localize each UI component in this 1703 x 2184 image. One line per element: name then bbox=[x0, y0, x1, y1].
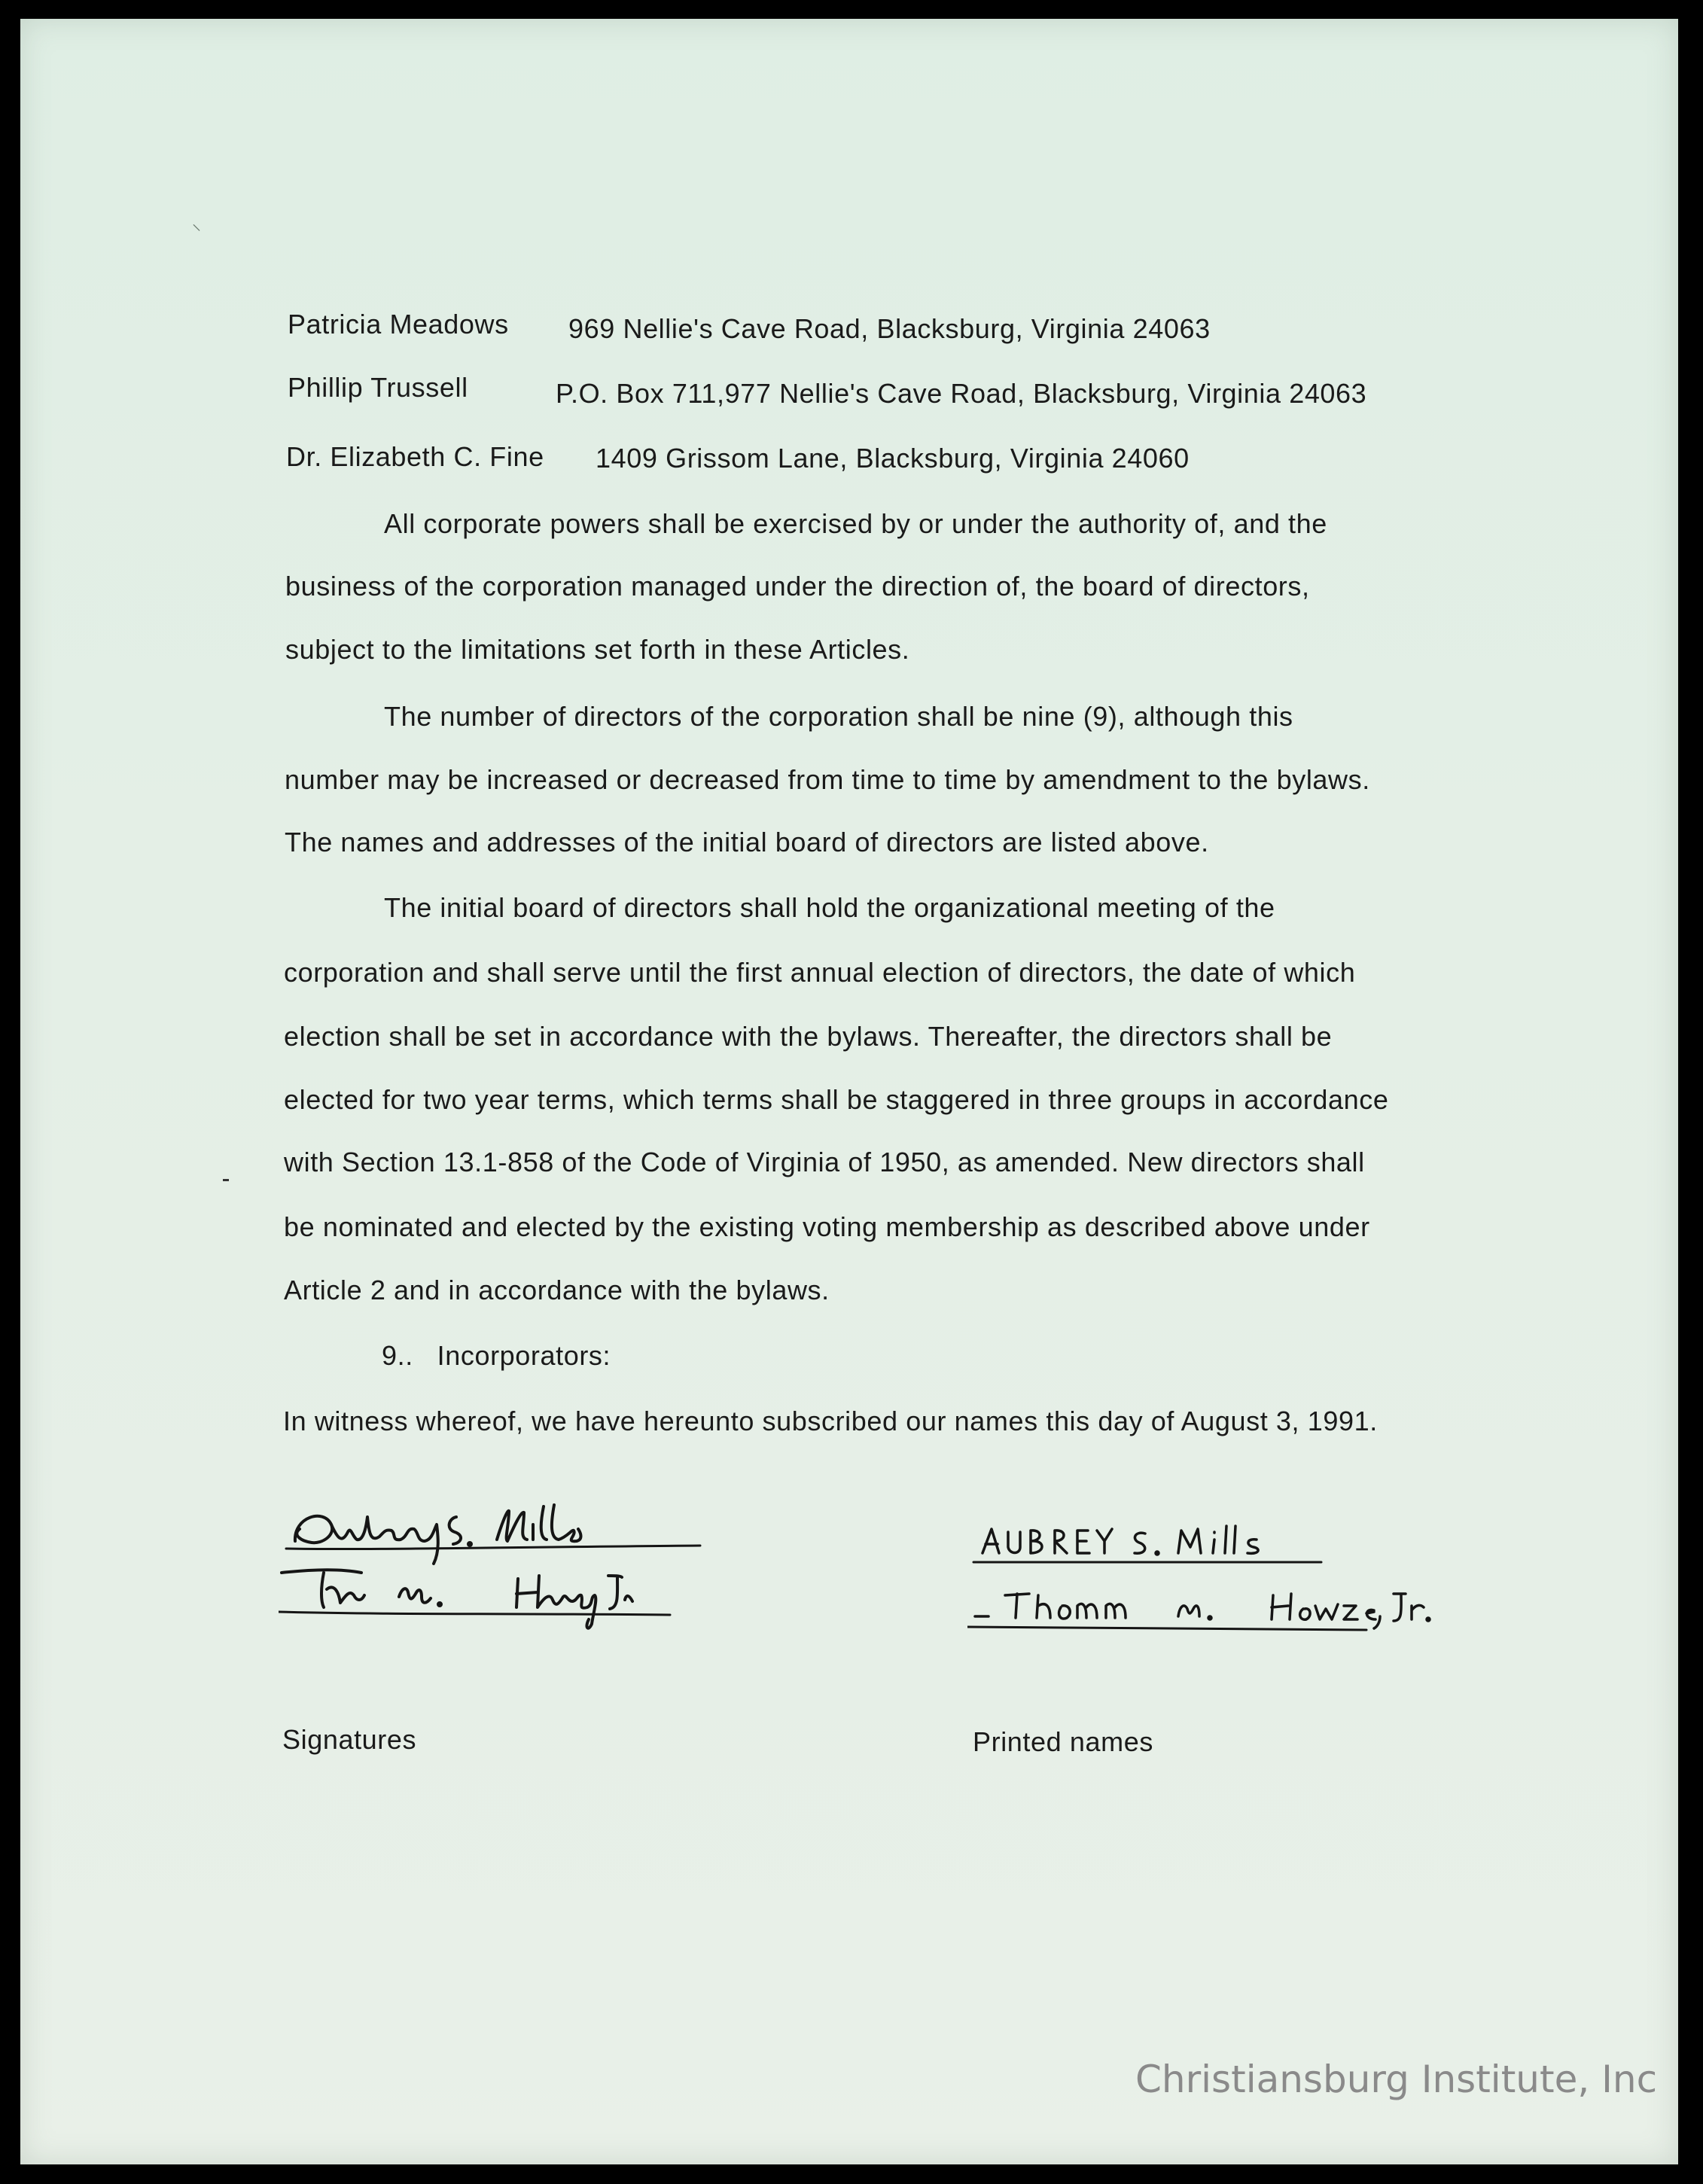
director-address: 1409 Grissom Lane, Blacksburg, Virginia 24060 bbox=[596, 443, 1190, 474]
body-line: number may be increased or decreased from time to time by amendment to the bylaws. bbox=[285, 764, 1370, 795]
body-line: The number of directors of the corporation shall be nine (9), although this bbox=[384, 701, 1293, 732]
director-address: P.O. Box 711,977 Nellie's Cave Road, Blacksburg, Virginia 24063 bbox=[556, 378, 1367, 409]
director-address: 969 Nellie's Cave Road, Blacksburg, Virginia 24063 bbox=[568, 313, 1211, 344]
body-line: All corporate powers shall be exercised by or under the authority of, and the bbox=[384, 508, 1327, 539]
body-line: business of the corporation managed under the direction of, the board of directors, bbox=[285, 571, 1310, 602]
director-name: Phillip Trussell bbox=[288, 372, 468, 403]
body-line: elected for two year terms, which terms shall be staggered in three groups in accordance bbox=[284, 1084, 1389, 1115]
director-name: Patricia Meadows bbox=[288, 309, 509, 340]
body-line: corporation and shall serve until the first annual election of directors, the date of which bbox=[284, 957, 1356, 988]
signature-handwritten bbox=[279, 1494, 715, 1645]
body-line: The initial board of directors shall hold the organizational meeting of the bbox=[384, 892, 1275, 923]
body-line: subject to the limitations set forth in these Articles. bbox=[285, 634, 910, 665]
body-line: with Section 13.1-858 of the Code of Virginia of 1950, as amended. New directors shall bbox=[284, 1147, 1365, 1177]
body-line: be nominated and elected by the existing voting membership as described above under bbox=[284, 1211, 1370, 1242]
section-heading: 9.. Incorporators: bbox=[382, 1340, 611, 1371]
printed-names-label: Printed names bbox=[973, 1726, 1153, 1757]
margin-mark bbox=[223, 1179, 229, 1181]
director-name: Dr. Elizabeth C. Fine bbox=[286, 441, 544, 472]
paper-mark: ⸌ bbox=[192, 221, 201, 242]
body-line: Article 2 and in accordance with the bylaws. bbox=[284, 1275, 830, 1305]
body-line: election shall be set in accordance with the bylaws. Thereafter, the directors shall be bbox=[284, 1021, 1333, 1052]
witness-statement: In witness whereof, we have hereunto subscribed our names this day of August 3, 1991. bbox=[283, 1406, 1378, 1436]
body-line: The names and addresses of the initial board of directors are listed above. bbox=[285, 827, 1209, 857]
printed-names-handwritten bbox=[967, 1517, 1479, 1645]
watermark: Christiansburg Institute, Inc bbox=[1135, 2058, 1658, 2101]
signatures-label: Signatures bbox=[282, 1724, 417, 1755]
